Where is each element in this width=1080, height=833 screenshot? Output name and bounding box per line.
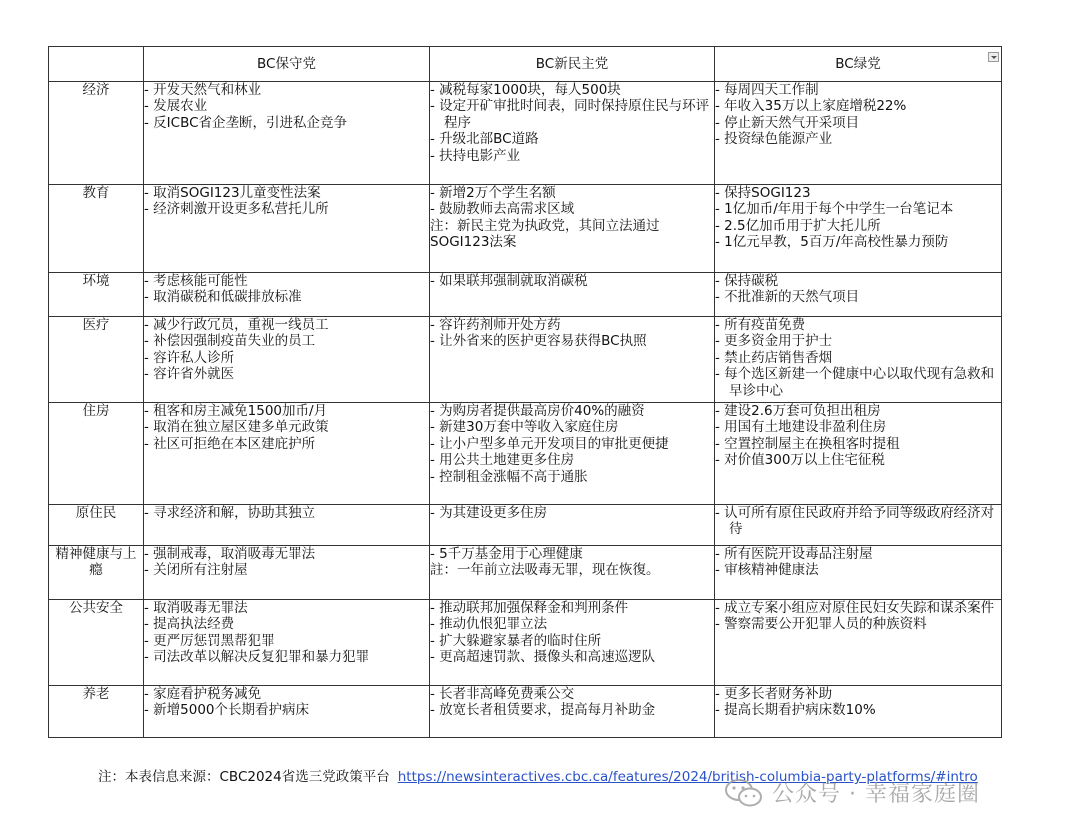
policy-item: - 让外省来的医护更容易获得BC执照 — [430, 333, 647, 350]
policy-item: - 更严厉惩罚黑帮犯罪 — [144, 632, 275, 649]
header-blank — [49, 47, 144, 82]
policy-cell-green — [715, 546, 1002, 600]
header-green-label: BC绿党 — [835, 55, 881, 72]
policy-item: - 禁止药店销售香烟 — [715, 349, 833, 366]
policy-item: - 取消在独立屋区建多单元政策 — [144, 419, 329, 436]
source-link[interactable]: https://newsinteractives.cbc.ca/features/2024/british-columbia-party-platforms/#intro — [397, 769, 978, 785]
policy-item: - 补偿因强制疫苗失业的员工 — [144, 333, 316, 350]
policy-item: - 保持SOGI123 — [715, 185, 811, 201]
policy-item: - 取消SOGI123儿童变性法案 — [144, 185, 321, 201]
policy-cell-green — [715, 273, 1002, 317]
policy-item: - 寻求经济和解，协助其独立 — [144, 505, 316, 521]
table-row — [49, 185, 1002, 273]
policy-item: - 减少行政冗员，重视一线员工 — [144, 317, 329, 333]
policy-cell-conservative — [144, 600, 430, 686]
policy-item: - 发展农业 — [144, 98, 208, 115]
policy-item: - 推动联邦加强保释金和判刑条件 — [430, 600, 629, 616]
category-cell: 公共安全 — [49, 600, 144, 686]
policy-item: - 家庭看护税务减免 — [144, 686, 262, 702]
policy-item: - 5千万基金用于心理健康 — [430, 546, 583, 562]
policy-cell-conservative — [144, 505, 430, 546]
policy-item: - 扶持电影产业 — [430, 147, 521, 164]
policy-cell-ndp — [430, 273, 715, 317]
category-cell: 养老 — [49, 686, 144, 738]
policy-item: - 租客和房主减免1500加币/月 — [144, 403, 328, 419]
policy-item: - 容许私人诊所 — [144, 349, 235, 366]
table-row — [49, 686, 1002, 738]
policy-item: - 鼓励教师去高需求区域 — [430, 201, 575, 218]
policy-item: - 年收入35万以上家庭增税22% — [715, 98, 907, 115]
table-row — [49, 273, 1002, 317]
filter-dropdown-icon[interactable] — [988, 52, 999, 62]
policy-cell-ndp — [430, 546, 715, 600]
category-cell: 医疗 — [49, 317, 144, 403]
policy-item: - 反ICBC省企垄断，引进私企竞争 — [144, 114, 348, 131]
policy-cell-green — [715, 82, 1002, 185]
table-row — [49, 600, 1002, 686]
policy-item: - 扩大躲避家暴者的临时住所 — [430, 632, 602, 649]
policy-item: - 升级北部BC道路 — [430, 131, 539, 148]
policy-item: - 成立专案小组应对原住民妇女失踪和谋杀案件 — [715, 600, 995, 616]
table-row — [49, 403, 1002, 505]
header-conservative: BC保守党 — [144, 47, 430, 82]
table-header-row — [49, 47, 1002, 82]
category-cell: 精神健康与上瘾 — [49, 546, 144, 600]
policy-cell-ndp — [430, 82, 715, 185]
policy-item: - 经济刺激开设更多私营托儿所 — [144, 201, 329, 218]
policy-item: - 放宽长者租赁要求，提高每月补助金 — [430, 702, 656, 719]
policy-item: - 认可所有原住民政府并给予同等级政府经济对待 — [715, 505, 995, 538]
policy-item: - 提高长期看护病床数10% — [715, 702, 876, 719]
policy-cell-conservative — [144, 82, 430, 185]
policy-item: - 新建30万套中等收入家庭住房 — [430, 419, 619, 436]
category-cell: 经济 — [49, 82, 144, 185]
policy-item: - 更多资金用于护士 — [715, 333, 833, 350]
policy-item: - 减税每家1000块，每人500块 — [430, 82, 621, 98]
header-ndp: BC新民主党 — [430, 47, 715, 82]
policy-item: - 让小户型多单元开发项目的审批更便捷 — [430, 435, 669, 452]
policy-item: - 提高执法经费 — [144, 616, 235, 633]
policy-item: - 2.5亿加币用于扩大托儿所 — [715, 217, 881, 234]
policy-item: - 所有医院开设毒品注射屋 — [715, 546, 873, 562]
policy-item: - 不批准新的天然气项目 — [715, 289, 860, 306]
policy-item: - 取消碳税和低碳排放标准 — [144, 289, 302, 306]
policy-cell-ndp — [430, 686, 715, 738]
policy-cell-green — [715, 600, 1002, 686]
policy-item: - 容许药剂师开处方药 — [430, 317, 561, 333]
policy-item: - 强制戒毒，取消吸毒无罪法 — [144, 546, 316, 562]
policy-cell-conservative — [144, 317, 430, 403]
policy-item: - 如果联邦强制就取消碳税 — [430, 273, 588, 289]
policy-item: - 审核精神健康法 — [715, 562, 819, 579]
policy-item: - 新增2万个学生名额 — [430, 185, 556, 201]
watermark — [724, 777, 980, 808]
policy-item: - 用国有土地建设非盈利住房 — [715, 419, 887, 436]
policy-item: - 容许省外就医 — [144, 366, 235, 383]
policy-cell-conservative — [144, 273, 430, 317]
policy-item: - 开发天然气和林业 — [144, 82, 262, 98]
category-cell: 住房 — [49, 403, 144, 505]
wechat-icon — [724, 778, 764, 808]
policy-item: - 每周四天工作制 — [715, 82, 819, 98]
header-green — [715, 47, 1002, 82]
policy-item: - 推动仇恨犯罪立法 — [430, 616, 548, 633]
policy-cell-ndp — [430, 185, 715, 273]
policy-cell-green — [715, 403, 1002, 505]
watermark-text: 公众号 · 幸福家庭圈 — [772, 782, 980, 807]
policy-item: - 设定开矿审批时间表，同时保持原住民与环评程序 — [430, 98, 710, 131]
policy-table — [48, 46, 1002, 738]
footnote-label: 注：本表信息来源：CBC2024省选三党政策平台 — [98, 769, 390, 785]
policy-cell-conservative — [144, 686, 430, 738]
policy-item: - 控制租金涨幅不高于通胀 — [430, 468, 588, 485]
policy-item: - 所有疫苗免费 — [715, 317, 806, 333]
policy-item: 注：新民主党为执政党，其间立法通过SOGI123法案 — [430, 217, 660, 251]
policy-item: - 用公共土地建更多住房 — [430, 452, 575, 469]
category-cell: 原住民 — [49, 505, 144, 546]
category-cell: 环境 — [49, 273, 144, 317]
policy-item: - 取消吸毒无罪法 — [144, 600, 248, 616]
policy-cell-green — [715, 185, 1002, 273]
policy-item: - 空置控制屋主在换租客时提租 — [715, 435, 900, 452]
policy-item: - 每个选区新建一个健康中心以取代现有急救和早诊中心 — [715, 366, 995, 399]
policy-item: - 考虑核能可能性 — [144, 273, 248, 289]
policy-item: - 长者非高峰免费乘公交 — [430, 686, 575, 702]
policy-item: 註：一年前立法吸毒无罪，现在恢復。 — [430, 562, 660, 579]
policy-item: - 1亿加币/年用于每个中学生一台笔记本 — [715, 201, 954, 218]
policy-cell-conservative — [144, 403, 430, 505]
table-row — [49, 317, 1002, 403]
policy-item: - 关闭所有注射屋 — [144, 562, 248, 579]
policy-cell-conservative — [144, 546, 430, 600]
policy-cell-conservative — [144, 185, 430, 273]
policy-cell-green — [715, 505, 1002, 546]
policy-item: - 警察需要公开犯罪人员的种族资料 — [715, 616, 927, 633]
policy-item: - 1亿元早教，5百万/年高校性暴力预防 — [715, 234, 949, 251]
policy-item: - 停止新天然气开采项目 — [715, 114, 860, 131]
policy-item: - 对价值300万以上住宅征税 — [715, 452, 885, 469]
policy-item: - 司法改革以解决反复犯罪和暴力犯罪 — [144, 649, 370, 666]
policy-item: - 建设2.6万套可负担出租房 — [715, 403, 881, 419]
policy-item: - 更高超速罚款、摄像头和高速巡逻队 — [430, 649, 656, 666]
table-row — [49, 546, 1002, 600]
table-row — [49, 505, 1002, 546]
policy-cell-ndp — [430, 403, 715, 505]
policy-cell-ndp — [430, 600, 715, 686]
policy-item: - 为其建设更多住房 — [430, 505, 548, 521]
policy-item: - 社区可拒绝在本区建庇护所 — [144, 435, 316, 452]
policy-cell-green — [715, 317, 1002, 403]
policy-item: - 更多长者财务补助 — [715, 686, 833, 702]
table-row — [49, 82, 1002, 185]
policy-cell-green — [715, 686, 1002, 738]
policy-item: - 新增5000个长期看护病床 — [144, 702, 310, 719]
policy-item: - 投资绿色能源产业 — [715, 131, 833, 148]
category-cell: 教育 — [49, 185, 144, 273]
policy-item: - 为购房者提供最高房价40%的融资 — [430, 403, 645, 419]
policy-cell-ndp — [430, 317, 715, 403]
policy-item: - 保持碳税 — [715, 273, 779, 289]
policy-cell-ndp — [430, 505, 715, 546]
